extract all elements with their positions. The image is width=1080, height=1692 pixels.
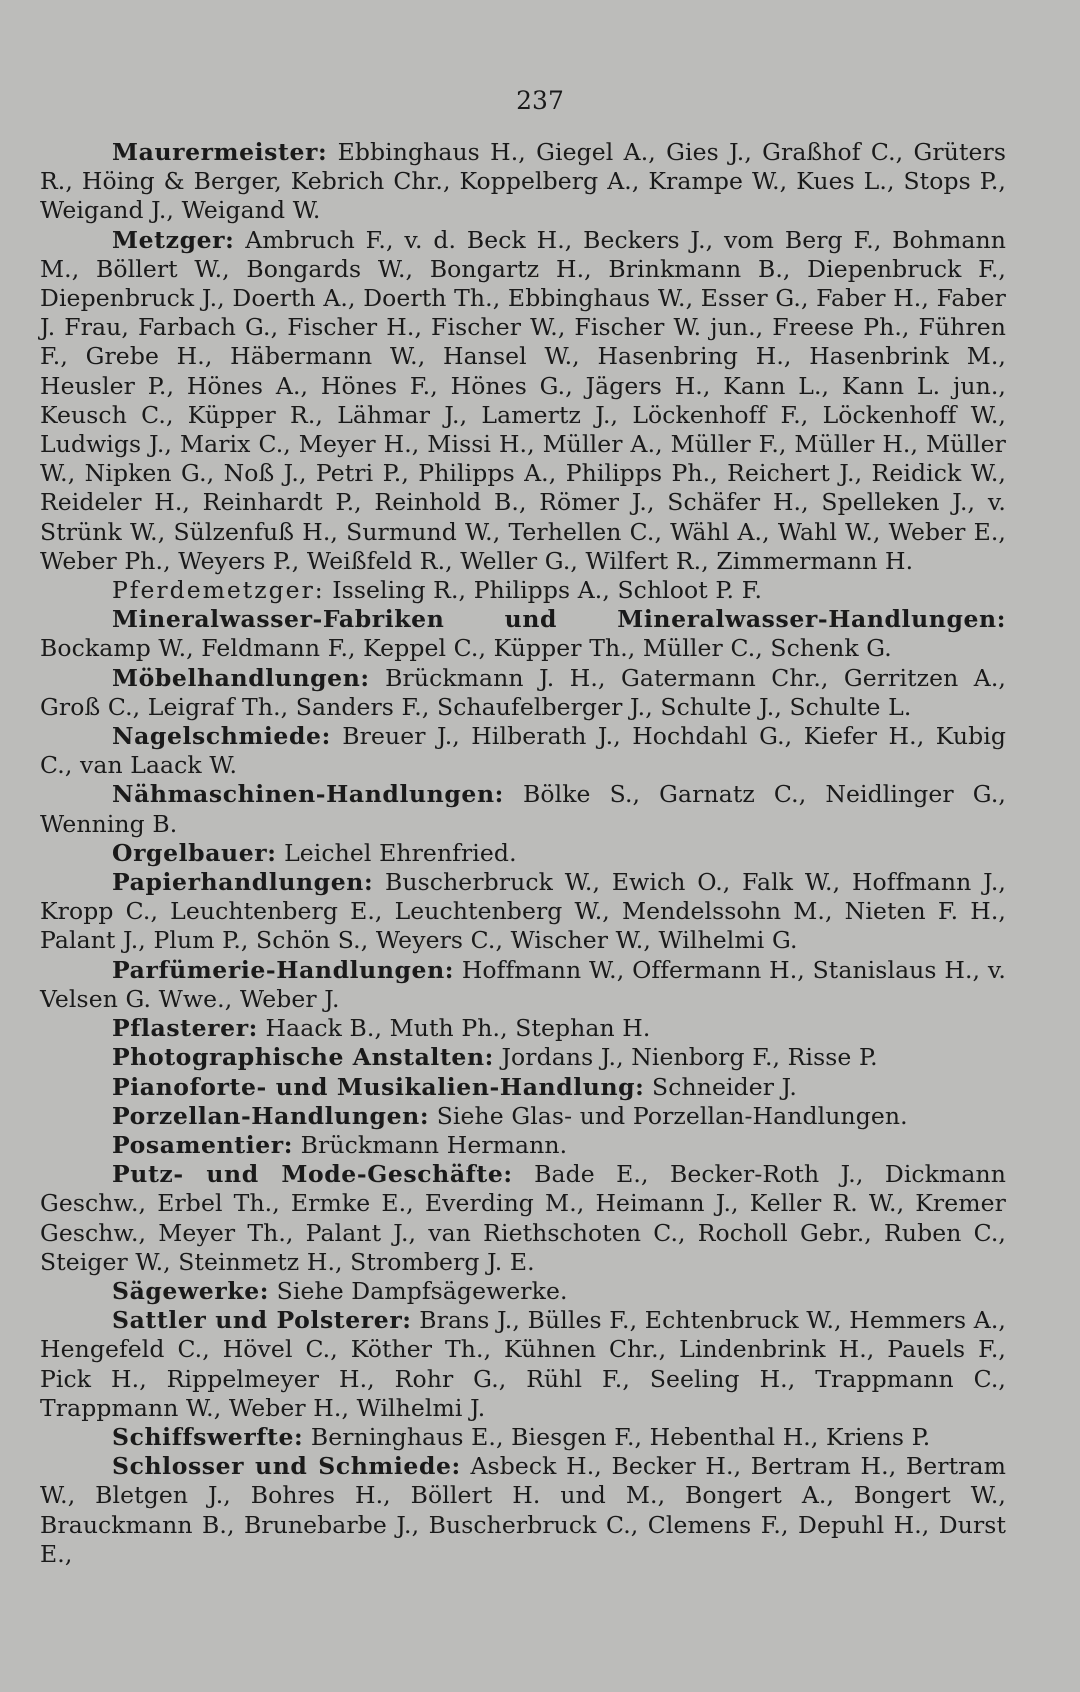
entry-text: Hoffmann W., Offermann H., Stanislaus H., v. Velsen G. Wwe., Weber J. — [40, 955, 1007, 1013]
directory-entry — [40, 1073, 1006, 1102]
page-number: 237 — [516, 86, 564, 115]
entry-heading: Porzellan-Handlungen: — [112, 1101, 430, 1130]
entry-heading: Orgelbauer: — [112, 838, 277, 867]
directory-entry — [40, 1102, 1006, 1131]
entry-text: Bade E., Becker-Roth J., Dickmann Geschw., Erbel Th., Ermke E., Everding M., Heimann J., Keller R. W., Kremer Geschw., Meyer Th., Palant J., van Riethschoten C., Rocholl Gebr., Ruben C., Steiger W., Steinmetz H., Stromberg J. E. — [40, 1160, 1006, 1276]
directory-entry — [40, 1043, 1006, 1072]
entry-text: Ebbinghaus H., Giegel A., Gies J., Graßhof C., Grüters R., Höing & Berger, Kebrich Chr., Koppelberg A., Krampe W., Kues L., Stops P., Weigand J., Weigand W. — [40, 138, 1006, 225]
entry-heading: Schiffswerfte: — [112, 1422, 304, 1451]
directory-entry — [40, 1306, 1006, 1423]
entry-text: Brans J., Bülles F., Echtenbruck W., Hemmers A., Hengefeld C., Hövel C., Köther Th., Kühnen Chr., Lindenbrink H., Pauels F., Pick H., Rippelmeyer H., Rohr G., Rühl F., Seeling H., Trappmann C., Trappmann W., Weber H., Wilhelmi J. — [40, 1306, 1007, 1422]
entry-heading: Photographische Anstalten: — [112, 1043, 494, 1072]
directory-entry — [40, 722, 1006, 780]
entry-text: Buscherbruck W., Ewich O., Falk W., Hoffmann J., Kropp C., Leuchtenberg E., Leuchtenberg W., Mendelssohn M., Nieten F. H., Palant J., Plum P., Schön S., Weyers C., Wischer W., Wilhelmi G. — [40, 868, 1006, 955]
directory-entry — [40, 1160, 1006, 1277]
directory-entry — [40, 1131, 1006, 1160]
directory-entry — [40, 1423, 1006, 1452]
entry-text: Bölke S., Garnatz C., Neidlinger G., Wenning B. — [40, 780, 1006, 838]
entry-heading: Möbelhandlungen: — [112, 663, 370, 692]
entry-text: Bockamp W., Feldmann F., Keppel C., Küpper Th., Müller C., Schenk G. — [40, 634, 892, 663]
entry-text: Leichel Ehrenfried. — [284, 838, 517, 867]
directory-entry — [40, 839, 1006, 868]
directory-entries — [40, 138, 1006, 1569]
entry-heading: Papierhandlungen: — [112, 868, 374, 897]
entry-subheading: Pferdemetzger: — [112, 576, 325, 605]
entry-heading: Putz- und Mode-Geschäfte: — [112, 1160, 513, 1189]
entry-heading: Maurermeister: — [112, 138, 328, 166]
directory-entry — [40, 1014, 1006, 1043]
entry-text: Ambruch F., v. d. Beck H., Beckers J., vom Berg F., Bohmann M., Böllert W., Bongards W., Bongartz H., Brinkmann B., Diepenbruck F., Diepenbruck J., Doerth A., Doerth Th., Ebbinghaus W., Esser G., Faber H., Faber J. Frau, Farbach G., Fischer H., Fischer W., Fischer W. jun., Freese Ph., Führen F., Grebe H., Häbermann W., Hansel W., Hasenbring H., Hasenbrink M., Heusler P., Hönes A., Hönes F., Hönes G., Jägers H., Kann L., Kann L. jun., Keusch C., Küpper R., Lähmar J., Lamertz J., Löckenhoff F., Löckenhoff W., Ludwigs J., Marix C., Meyer H., Missi H., Müller A., Müller F., Müller H., Müller W., Nipken G., Noß J., Petri P., Philipps A., Philipps Ph., Reichert J., Reidick W., Reideler H., Reinhardt P., Reinhold B., Römer J., Schäfer H., Spelleken J., v. Strünk W., Sülzenfuß H., Surmund W., Terhellen C., Wähl A., Wahl W., Weber E., Weber Ph., Weyers P., Weißfeld R., Weller G., Wilfert R., Zimmermann H. — [40, 225, 1007, 575]
entry-heading: Parfümerie-Handlungen: — [112, 955, 455, 984]
directory-entry — [40, 226, 1006, 576]
entry-heading: Nagelschmiede: — [112, 722, 331, 751]
directory-entry — [40, 868, 1006, 956]
directory-entry — [40, 780, 1006, 838]
entry-text: Schneider J. — [652, 1072, 797, 1101]
entry-heading: Nähmaschinen-Handlungen: — [112, 780, 504, 809]
entry-text: Haack B., Muth Ph., Stephan H. — [265, 1014, 651, 1043]
entry-heading: Sattler und Polsterer: — [112, 1306, 412, 1335]
directory-entry — [40, 138, 1006, 226]
entry-text: Isseling R., Philipps A., Schloot P. F. — [332, 576, 763, 605]
entry-text: Jordans J., Nienborg F., Risse P. — [501, 1043, 878, 1072]
directory-entry — [40, 956, 1006, 1014]
entry-heading: Sägewerke: — [112, 1276, 270, 1305]
entry-text: Breuer J., Hilberath J., Hochdahl G., Kiefer H., Kubig C., van Laack W. — [40, 722, 1006, 780]
directory-entry — [40, 1277, 1006, 1306]
entry-heading: Posamentier: — [112, 1130, 294, 1159]
entry-text: Siehe Glas- und Porzellan-Handlungen. — [436, 1101, 908, 1130]
entry-text: Asbeck H., Becker H., Bertram H., Bertram W., Bletgen J., Bohres H., Böllert H. und M., Bongert A., Bongert W., Brauckmann B., Brunebarbe J., Buscherbruck C., Clemens F., Depuhl H., Durst E., — [40, 1452, 1006, 1568]
entry-heading: Pianoforte- und Musikalien-Handlung: — [112, 1072, 645, 1101]
directory-entry — [40, 605, 1006, 663]
directory-entry — [40, 1452, 1006, 1569]
entry-text: Siehe Dampfsägewerke. — [276, 1276, 568, 1305]
entry-heading: Pflasterer: — [112, 1014, 258, 1043]
entry-heading: Schlosser und Schmiede: — [112, 1452, 461, 1481]
entry-text: Brückmann Hermann. — [300, 1130, 568, 1159]
directory-entry — [40, 664, 1006, 722]
entry-text: Berninghaus E., Biesgen F., Hebenthal H., Kriens P. — [310, 1422, 931, 1451]
entry-heading: Mineralwasser-Fabriken und Mineralwasser-Handlungen: — [112, 605, 1006, 634]
directory-subentry — [40, 576, 1006, 605]
entry-heading: Metzger: — [112, 225, 235, 254]
entry-text: Brückmann J. H., Gatermann Chr., Gerritzen A., Groß C., Leigraf Th., Sanders F., Schaufelberger J., Schulte J., Schulte L. — [40, 663, 1006, 721]
